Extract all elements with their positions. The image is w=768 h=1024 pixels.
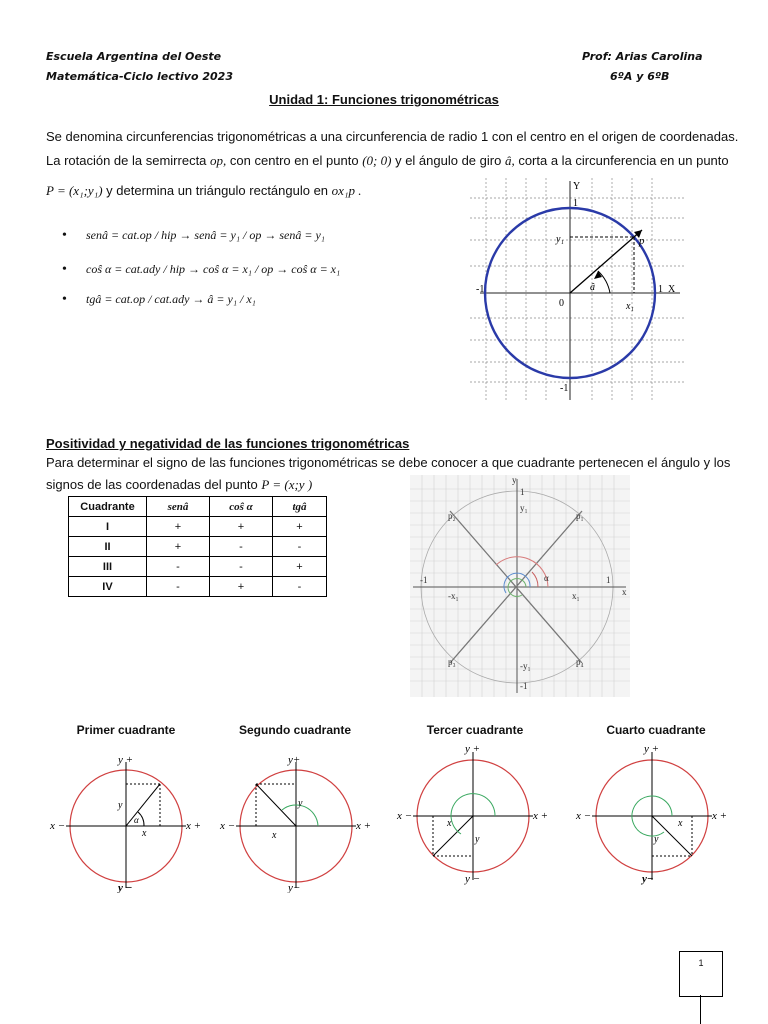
table-row: IV - + - — [69, 577, 327, 597]
caption-quadrant-4: Cuarto cuadrante — [606, 723, 706, 737]
radius-op — [570, 230, 642, 293]
svg-text:x₁: x₁ — [572, 591, 580, 601]
svg-text:x +: x + — [186, 820, 202, 832]
svg-text:p₃: p₃ — [448, 657, 456, 667]
section-line-1: Para determinar el signo de las funciones trigonométricas se debe conocer a que cuadrante pertenecen el ángulo y los — [46, 455, 731, 470]
svg-text:x: x — [622, 587, 627, 597]
svg-text:x −: x − — [220, 820, 236, 832]
caption-quadrant-2: Segundo cuadrante — [238, 723, 351, 737]
svg-text:x: x — [447, 818, 452, 829]
svg-text:x +: x + — [356, 820, 372, 832]
svg-text:y −: y − — [465, 873, 481, 885]
sign-table — [68, 496, 327, 597]
groups: 6ºA y 6ºB — [610, 70, 670, 83]
quadrant-1-diagram — [48, 748, 208, 893]
svg-text:y: y — [654, 834, 659, 845]
table-row: III - - + — [69, 557, 327, 577]
unit-circle-diagram — [470, 178, 690, 403]
svg-text:y +: y + — [118, 754, 134, 766]
header-cuadrante: Cuadrante — [69, 497, 147, 517]
label-p: p — [639, 235, 645, 247]
svg-text:y −: y − — [118, 882, 133, 893]
teacher-name: Prof: Arias Carolina — [582, 50, 703, 63]
svg-text:-1: -1 — [520, 681, 528, 691]
svg-text:-x₁: -x₁ — [448, 591, 459, 601]
label-angle: â — [590, 282, 595, 293]
intro-line-3: P = (x₁;y₁) y determina un triángulo rectángulo en ox₁p . — [46, 183, 362, 198]
page-title: Unidad 1: Funciones trigonométricas — [269, 92, 499, 107]
y-axis-label: Y — [573, 181, 581, 192]
page-number: 1 — [679, 951, 723, 997]
section-line-2: signos de las coordenadas del punto P = (x;y ) — [46, 477, 313, 492]
label-one-right: 1 — [658, 284, 663, 295]
label-y1: y₁ — [556, 234, 564, 245]
svg-text:α: α — [134, 815, 139, 825]
label-minus-one-left: -1 — [476, 284, 485, 295]
course-name: Matemática-Ciclo lectivo 2023 — [46, 70, 233, 83]
header-cos: coŝ α — [210, 497, 273, 517]
label-minus-one-bottom: -1 — [560, 383, 569, 394]
svg-text:y₁: y₁ — [520, 503, 528, 513]
angle-arrow — [594, 271, 602, 279]
svg-text:1: 1 — [520, 487, 525, 497]
svg-text:x +: x + — [712, 810, 728, 822]
svg-text:p₁: p₁ — [576, 511, 584, 521]
svg-text:y +: y + — [644, 743, 660, 755]
header-sen: senâ — [147, 497, 210, 517]
svg-text:x: x — [142, 828, 147, 839]
caption-quadrant-3: Tercer cuadrante — [426, 723, 524, 737]
svg-text:x −: x − — [576, 810, 592, 822]
svg-text:y: y — [475, 834, 480, 845]
table-row: I + + + — [69, 517, 327, 537]
svg-text:α: α — [544, 573, 549, 583]
svg-text:y: y — [118, 800, 123, 811]
school-name: Escuela Argentina del Oeste — [46, 50, 222, 63]
svg-text:x +: x + — [533, 810, 549, 822]
svg-text:y−: y− — [642, 873, 654, 885]
svg-text:y: y — [512, 475, 517, 485]
formula-cosine: • coŝ α = cat.ady / hip → coŝ α = x₁ / op → coŝ α = x₁ — [64, 262, 340, 277]
quadrant-3-diagram — [395, 742, 555, 887]
svg-text:y+: y+ — [288, 754, 301, 766]
quadrant-4-diagram — [574, 742, 734, 887]
svg-text:p₄: p₄ — [576, 657, 584, 667]
svg-text:x −: x − — [50, 820, 66, 832]
svg-text:y +: y + — [465, 743, 481, 755]
svg-text:y: y — [298, 798, 303, 809]
svg-text:p₂: p₂ — [448, 511, 456, 521]
label-origin: 0 — [559, 298, 564, 309]
svg-text:-y₁: -y₁ — [520, 661, 531, 671]
svg-text:x: x — [272, 830, 277, 841]
x-axis-label: X — [668, 284, 676, 295]
caption-quadrant-1: Primer cuadrante — [76, 723, 176, 737]
label-one-top: 1 — [573, 198, 578, 209]
svg-text:y−: y− — [288, 882, 301, 893]
formula-sine: • senâ = cat.op / hip → senâ = y₁ / op → senâ = y₁ — [64, 228, 325, 243]
section-title: Positividad y negatividad de las funciones trigonométricas — [46, 436, 410, 451]
page-divider — [700, 995, 701, 1024]
svg-text:x: x — [678, 818, 683, 829]
intro-line-1: Se denomina circunferencias trigonométricas a una circunferencia de radio 1 con el centro en el origen de coordenadas. — [46, 129, 739, 144]
quadrant-points-diagram — [410, 475, 630, 697]
svg-text:x −: x − — [397, 810, 413, 822]
formula-tangent: • tgâ = cat.op / cat.ady → â = y₁ / x₁ — [64, 292, 256, 307]
table-header-row — [69, 497, 327, 517]
intro-line-2: La rotación de la semirrecta op, con centro en el punto (0; 0) y el ángulo de giro â, corta a la circunferencia en un punto — [46, 153, 729, 168]
header-tg: tgâ — [273, 497, 327, 517]
unit-circle-grid — [470, 178, 685, 400]
svg-text:-1: -1 — [420, 575, 428, 585]
label-x1: x₁ — [626, 301, 634, 312]
quadrant-2-diagram — [218, 748, 378, 893]
svg-text:1: 1 — [606, 575, 611, 585]
table-row: II + - - — [69, 537, 327, 557]
